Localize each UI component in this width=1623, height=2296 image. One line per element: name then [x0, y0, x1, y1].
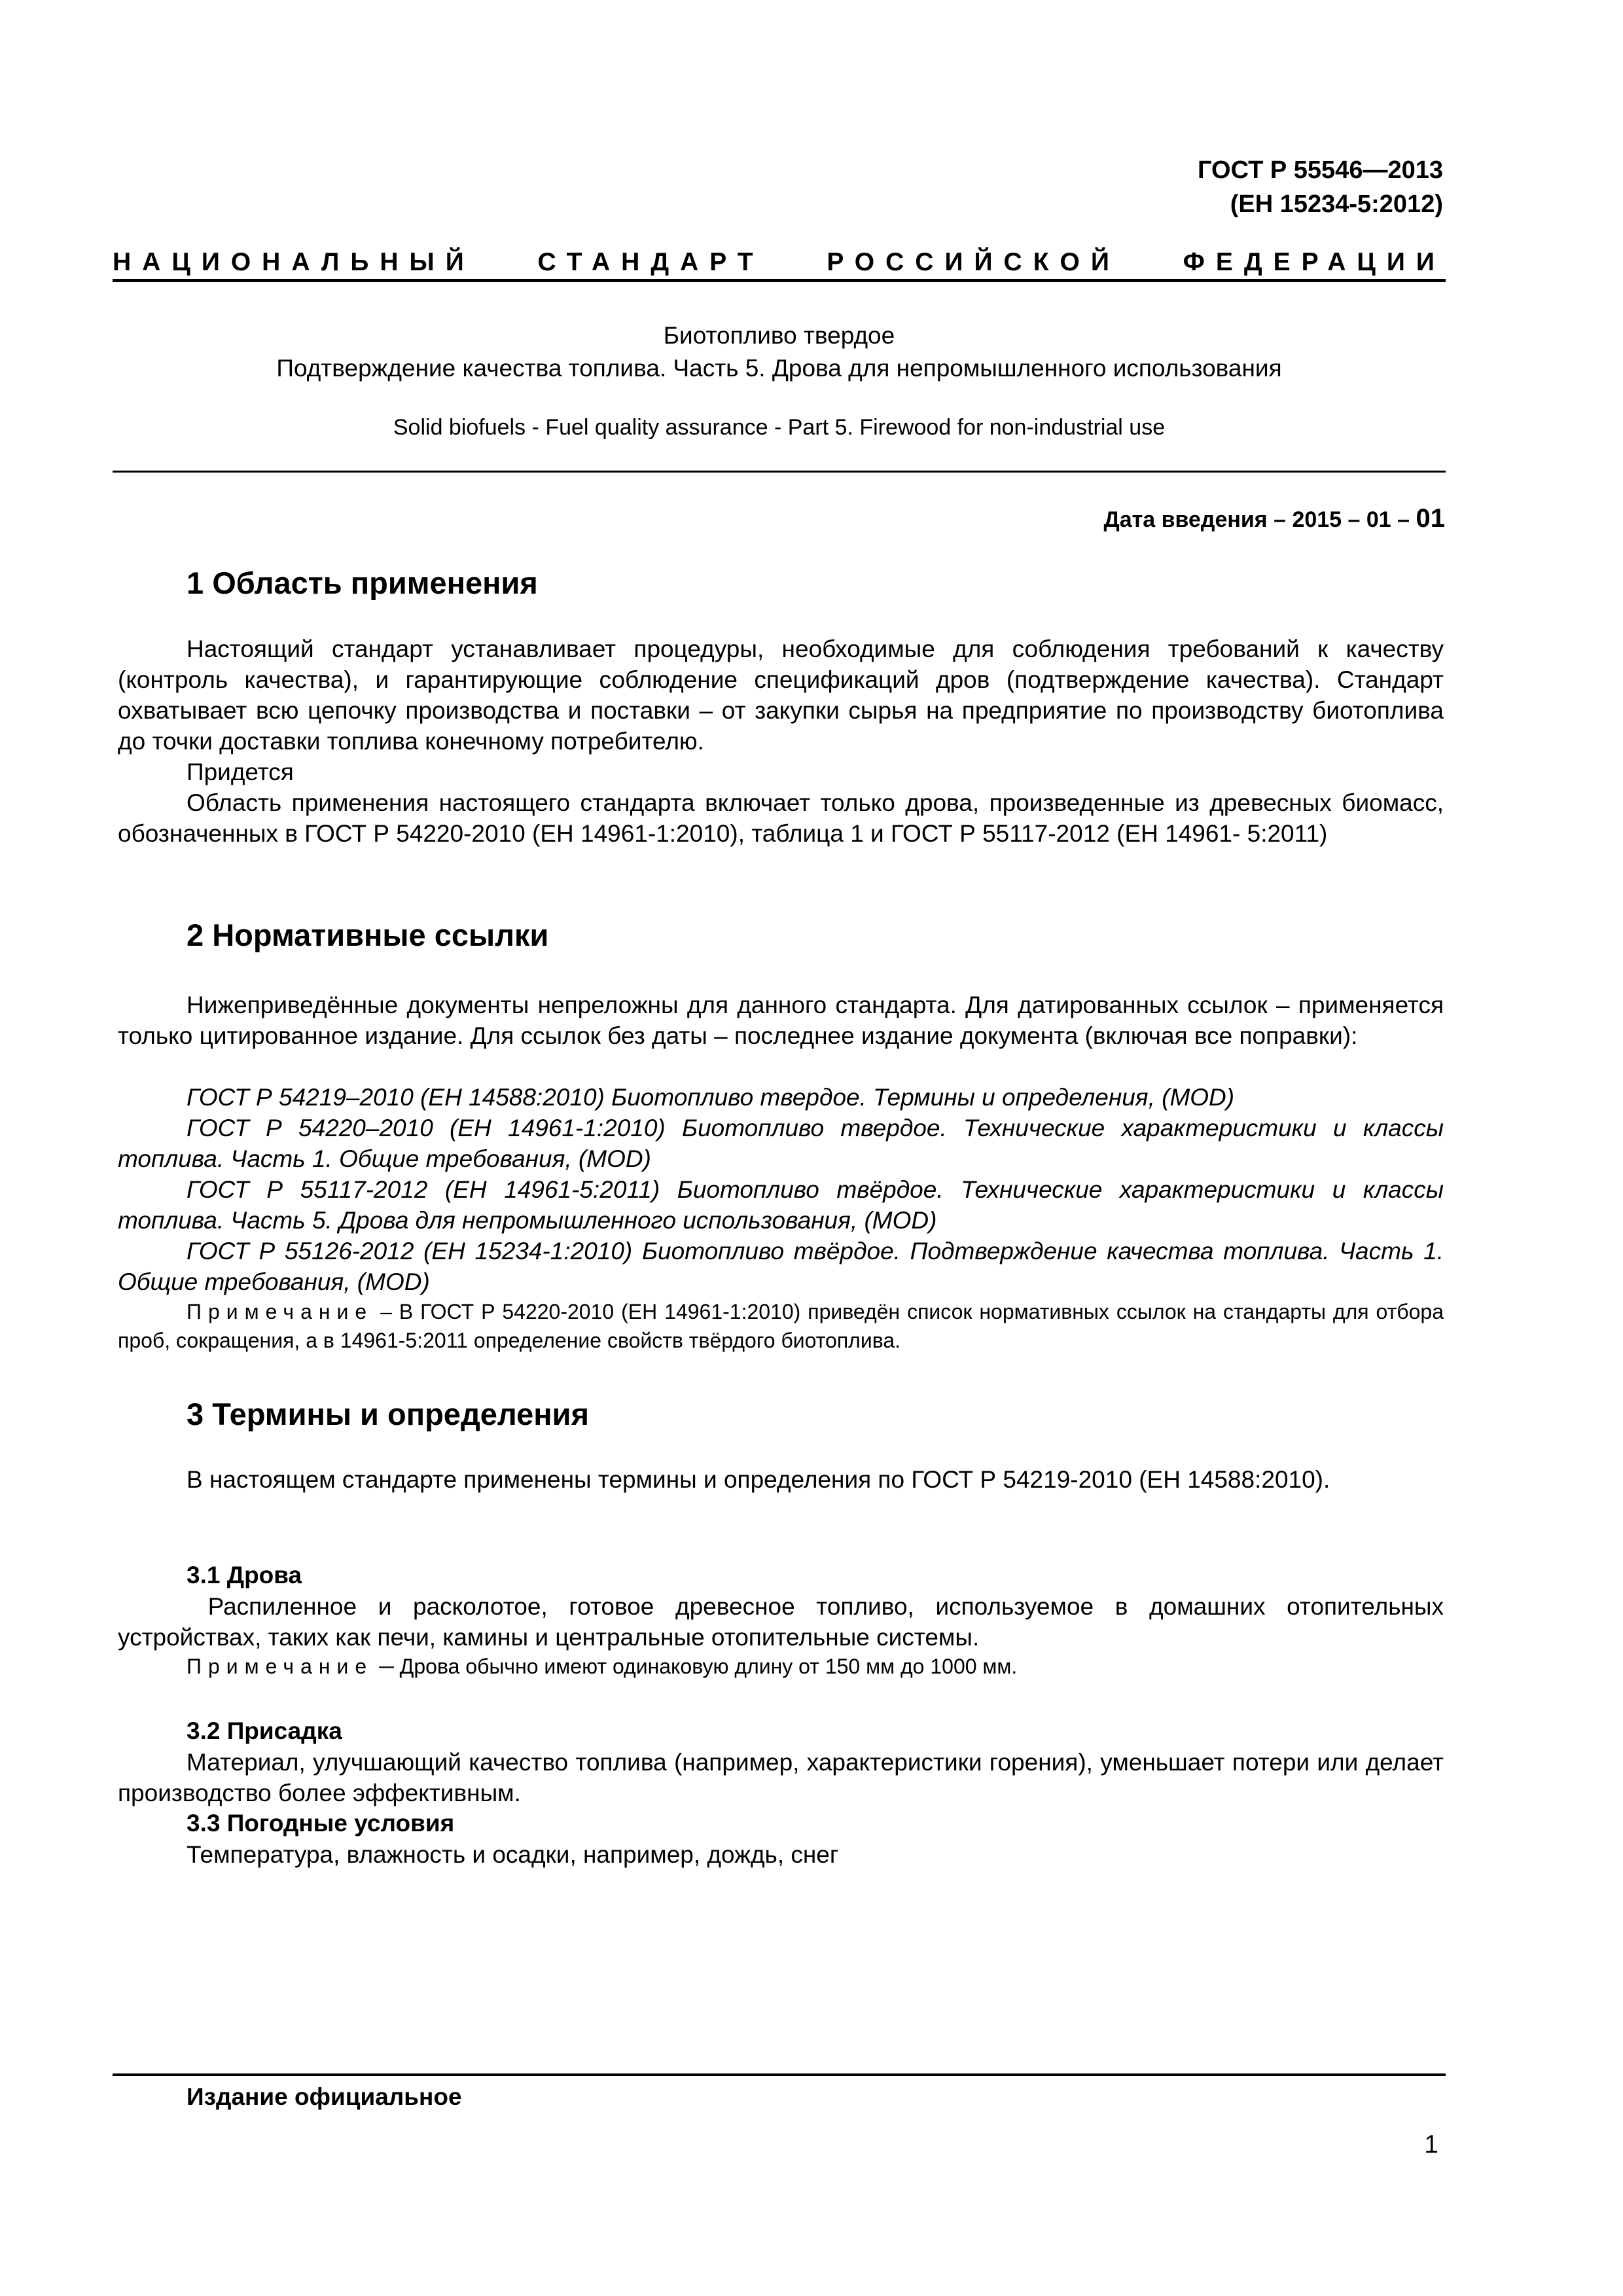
- section-2-paragraph: Нижеприведённые документы непреложны для данного стандарта. Для датированных ссылок – применяется только цитированное издание. Для ссылок без даты – последнее издание документа (включая все поправки):: [118, 992, 1444, 1049]
- introduction-date-prefix: Дата введения – 2015 – 01 –: [1103, 507, 1416, 532]
- note-text: – В ГОСТ Р 54220-2010 (ЕН 14961-1:2010) приведён список нормативных ссылок на стандарты для отбора проб, сокращения, а в 14961-5:2011 определение свойств твёрдого биотоплива.: [118, 1300, 1444, 1352]
- term-3-1-title: 3.1 Дрова: [187, 1562, 302, 1588]
- section-2-note: [118, 1297, 1444, 1355]
- document-title: [113, 319, 1446, 385]
- section-1-heading: 1 Область применения: [187, 565, 538, 600]
- term-3-1-definition-text: Распиленное и расколотое, готовое древесное топливо, используемое в домашних отопительных устройствах, таких как печи, камины и центральные отопительные системы.: [118, 1593, 1444, 1651]
- term-3-3-title: 3.3 Погодные условия: [187, 1810, 455, 1837]
- note-text: ─ Дрова обычно имеют одинаковую длину от 150 мм до 1000 мм.: [373, 1655, 1018, 1678]
- term-3-2-title: 3.2 Присадка: [187, 1717, 342, 1744]
- banner-word: РОССИЙСКОЙ: [827, 248, 1120, 276]
- section-2-heading: 2 Нормативные ссылки: [187, 918, 549, 952]
- section-1-paragraph-2: Придется: [187, 759, 294, 785]
- normative-reference: ГОСТ Р 54220–2010 (ЕН 14961-1:2010) Биотопливо твердое. Технические характеристики и классы топлива. Часть 1. Общие требования, (MOD): [118, 1115, 1444, 1172]
- normative-reference: ГОСТ Р 54219–2010 (ЕН 14588:2010) Биотопливо твердое. Термины и определения, (MOD): [187, 1084, 1235, 1111]
- section-1-paragraph-3: Область применения настоящего стандарта включает только дрова, произведенные из древесных биомасс, обозначенных в ГОСТ Р 54220-2010 (ЕН 14961-1:2010), таблица 1 и ГОСТ Р 55117-2012 (ЕН 14961- 5:2011): [118, 789, 1444, 847]
- title-english: Solid biofuels - Fuel quality assurance - Part 5. Firewood for non-industrial use: [393, 415, 1166, 440]
- banner-word: СТАНДАРТ: [537, 248, 764, 276]
- banner-word: ФЕДЕРАЦИИ: [1183, 248, 1446, 276]
- normative-reference: ГОСТ Р 55126-2012 (ЕН 15234-1:2010) Биотопливо твёрдое. Подтверждение качества топлива. Часть 1. Общие требования, (MOD): [118, 1238, 1444, 1295]
- title-divider: [113, 471, 1446, 473]
- term-3-1-note: [118, 1652, 1444, 1681]
- section-3-paragraph: В настоящем стандарте применены термины и определения по ГОСТ Р 54219-2010 (ЕН 14588:2010).: [187, 1466, 1330, 1493]
- standard-number: ГОСТ Р 55546—2013: [1198, 156, 1443, 184]
- national-standard-banner: [113, 245, 1446, 279]
- page-number: 1: [1424, 2130, 1438, 2159]
- note-label: Примечание: [187, 1300, 374, 1323]
- introduction-date: [1103, 504, 1445, 533]
- section-3-heading: 3 Термины и определения: [187, 1397, 589, 1431]
- banner-word: НАЦИОНАЛЬНЫЙ: [113, 248, 475, 276]
- title-line-2: Подтверждение качества топлива. Часть 5. Дрова для непромышленного использования: [276, 355, 1282, 382]
- term-3-1-definition: [118, 1591, 1444, 1653]
- title-line-1: Биотопливо твердое: [663, 322, 895, 349]
- term-3-3-definition: Температура, влажность и осадки, например, дождь, снег: [187, 1841, 839, 1868]
- official-edition-label: Издание официальное: [187, 2083, 462, 2110]
- standard-number-en: (ЕН 15234-5:2012): [1230, 190, 1443, 218]
- section-1-paragraph-1: Настоящий стандарт устанавливает процедуры, необходимые для соблюдения требований к качеству (контроль качества), и гарантирующие соблюдение спецификаций дров (подтверждение качества). Стандарт охватывает всю цепочку производства и поставки – от закупки сырья на предприятие по производству биотоплива до точки доставки топлива конечному потребителю.: [118, 636, 1444, 755]
- top-divider: [113, 279, 1446, 282]
- footer-divider: [113, 2073, 1446, 2076]
- note-label: Примечание: [187, 1655, 374, 1678]
- standard-number-block: [1198, 153, 1443, 221]
- introduction-date-day: 01: [1416, 504, 1445, 533]
- normative-reference: ГОСТ Р 55117-2012 (ЕН 14961-5:2011) Биотопливо твёрдое. Технические характеристики и классы топлива. Часть 5. Дрова для непромышленного использования, (MOD): [118, 1176, 1444, 1234]
- term-3-2-definition: Материал, улучшающий качество топлива (например, характеристики горения), уменьшает потери или делает производство более эффективным.: [118, 1749, 1444, 1806]
